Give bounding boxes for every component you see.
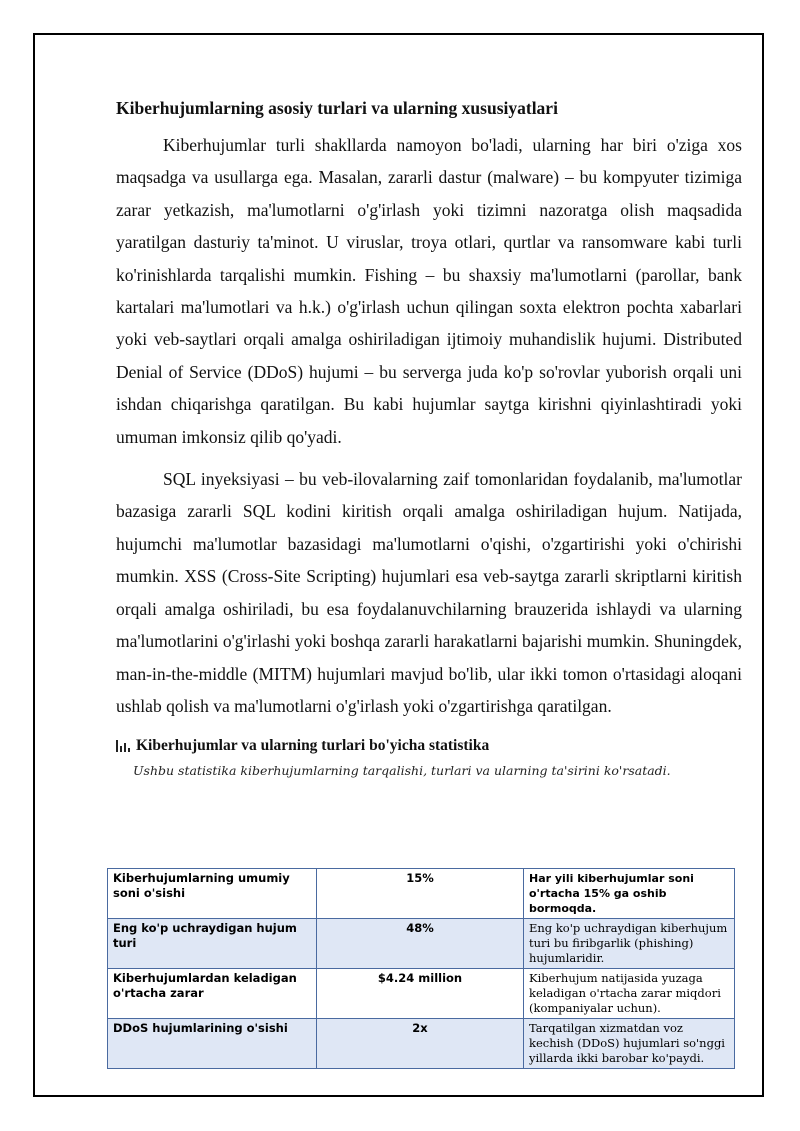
row-label: Kiberhujumlardan keladigan o'rtacha zarar — [108, 969, 317, 1019]
table-row — [108, 1019, 735, 1069]
table-row — [108, 969, 735, 1019]
row-value: $4.24 million — [317, 969, 524, 1019]
row-description: Kiberhujum natijasida yuzaga keladigan o'rtacha zarar miqdori (kompaniyalar uchun). — [524, 969, 735, 1019]
row-value: 2x — [317, 1019, 524, 1069]
stats-table — [107, 868, 735, 1069]
table-row — [108, 869, 735, 919]
row-description: Har yili kiberhujumlar soni o'rtacha 15% ga oshib bormoqda. — [524, 869, 735, 919]
document-body — [116, 96, 742, 785]
stats-title-row — [116, 736, 742, 756]
table-row — [108, 919, 735, 969]
section-heading: Kiberhujumlarning asosiy turlari va ularning xususiyatlari — [116, 98, 558, 118]
row-label: Eng ko'p uchraydigan hujum turi — [108, 919, 317, 969]
row-description: Eng ko'p uchraydigan kiberhujum turi bu firibgarlik (phishing) hujumlaridir. — [524, 919, 735, 969]
bar-chart-icon — [116, 740, 130, 752]
stats-subtitle: Ushbu statistika kiberhujumlarning tarqalishi, turlari va ularning ta'sirini ko'rsatadi. — [133, 763, 671, 779]
row-value: 15% — [317, 869, 524, 919]
paragraph-2: SQL inyeksiyasi – bu veb-ilovalarning zaif tomonlaridan foydalanib, ma'lumotlar bazasiga zararli SQL kodini kiritish orqali amalga oshiriladigan hujum. Natijada, hujumchi ma'lumotlar bazasidagi ma'lumotlarni o'qishi, o'zgartirishi yoki o'chirishi mumkin. XSS (Cross-Site Scripting) hujumlari esa veb-saytga zararli skriptlarni kiritish orqali amalga oshiriladi, bu esa foydalanuvchilarning brauzerida ishlaydi va ularning ma'lumotlarini o'g'irlashi yoki boshqa zararli harakatlarni bajarishi mumkin. Shuningdek, man-in-the-middle (MITM) hujumlari mavjud bo'lib, ular ikki tomon o'rtasidagi aloqani ushlab qolish va ma'lumotlarni o'g'irlash yoki o'zgartirishga qaratilgan. — [116, 469, 742, 716]
row-label: DDoS hujumlarining o'sishi — [108, 1019, 317, 1069]
row-label: Kiberhujumlarning umumiy soni o'sishi — [108, 869, 317, 919]
row-value: 48% — [317, 919, 524, 969]
paragraph-1: Kiberhujumlar turli shakllarda namoyon bo'ladi, ularning har biri o'ziga xos maqsadga va usullarga ega. Masalan, zararli dastur (malware) – bu kompyuter tizimiga zarar yetkazish, ma'lumotlarni o'g'irlash yoki tizimni nazoratga olish maqsadida yaratilgan dasturiy ta'minot. U viruslar, troya otlari, qurtlar va ransomware kabi turli ko'rinishlarda tarqalishi mumkin. Fishing – bu shaxsiy ma'lumotlarni (parollar, bank kartalari ma'lumotlari va h.k.) o'g'irlash uchun qilingan soxta elektron pochta xabarlari yoki veb-saytlari orqali amalga oshiriladigan ijtimoiy muhandislik hujumi. Distributed Denial of Service (DDoS) hujumi – bu serverga juda ko'p so'rovlar yuborish orqali uni ishdan chiqarishga qaratilgan. Bu kabi hujumlar saytga kirishni qiyinlashtiradi yoki umuman imkonsiz qilib qo'yadi. — [116, 135, 742, 447]
row-description: Tarqatilgan xizmatdan voz kechish (DDoS) hujumlari so'nggi yillarda ikki barobar ko'paydi. — [524, 1019, 735, 1069]
stats-title: Kiberhujumlar va ularning turlari bo'yicha statistika — [136, 737, 490, 755]
